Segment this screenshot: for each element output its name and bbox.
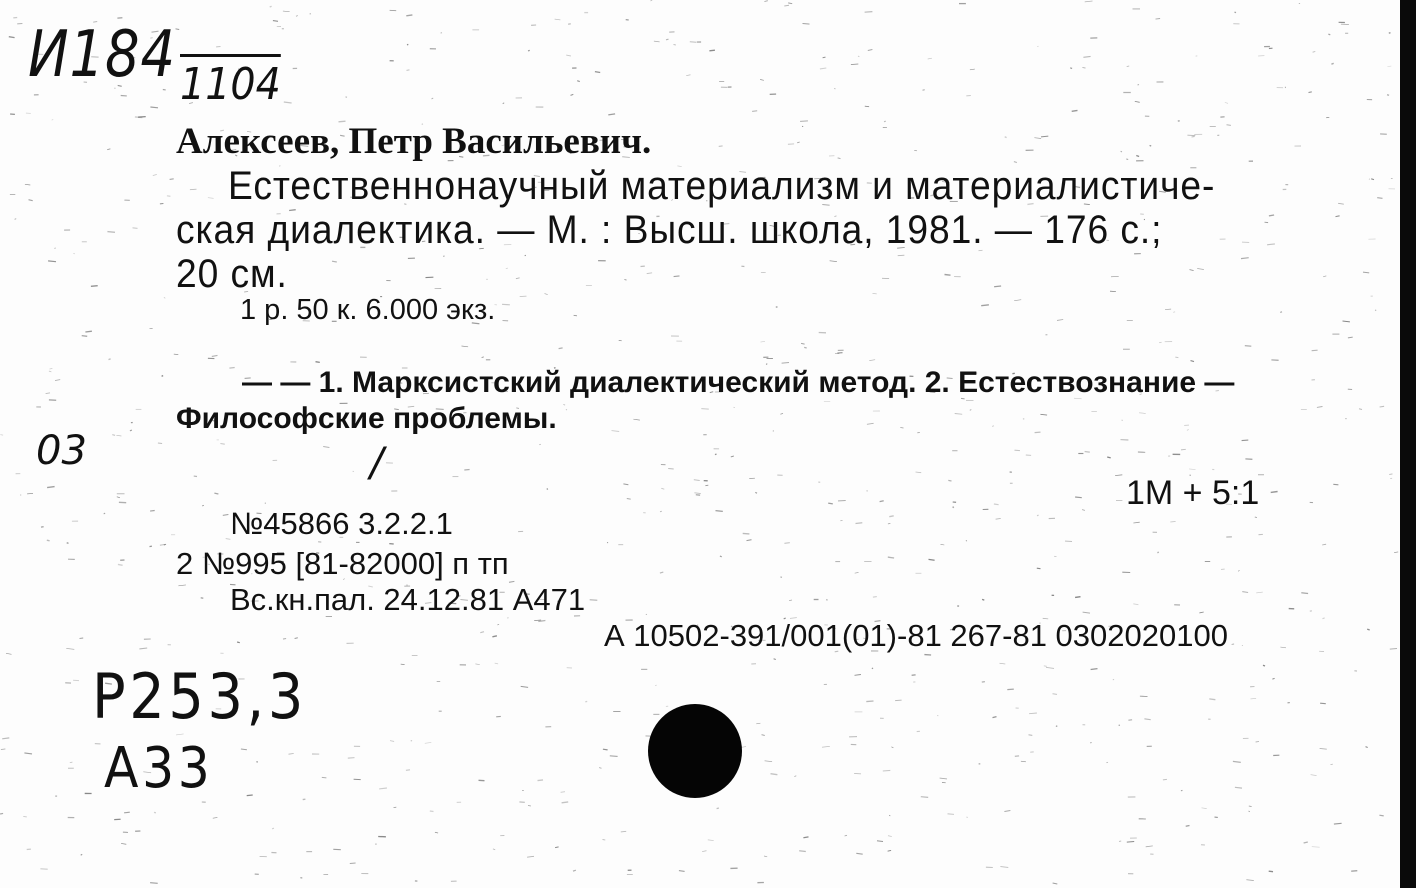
record-number-line-3: Вс.кн.пал. 24.12.81 А471	[230, 582, 586, 617]
record-number-line-4: А 10502-391/001(01)-81 267-81 0302020100	[604, 618, 1228, 653]
card-dark-edge	[1400, 0, 1416, 888]
title-line-1: Естественнонаучный материализм и материалистиче-	[228, 164, 1216, 208]
title-line-2: ская диалектика. — М. : Высш. школа, 1981. — 176 с.;	[176, 208, 1163, 252]
title-line-3: 20 см.	[176, 252, 288, 296]
subject-headings-line-1: — — 1. Марксистский диалектический метод. 2. Естествознание —	[242, 366, 1235, 399]
handwritten-mark-03: 03	[36, 428, 87, 474]
shelf-mark-handwritten: И184	[28, 18, 176, 92]
author-heading: Алексеев, Петр Васильевич.	[176, 121, 652, 162]
record-number-line-2: 2 №995 [81-82000] п тп	[176, 546, 509, 581]
handwritten-classification-2: A33	[104, 736, 214, 801]
price-and-print-run: 1 р. 50 к. 6.000 экз.	[240, 294, 496, 326]
subject-headings-line-2: Философские проблемы.	[176, 402, 557, 435]
card-punch-hole	[648, 704, 742, 798]
classification-code-right: 1М + 5:1	[1126, 474, 1260, 512]
handwritten-tick: /	[370, 440, 384, 486]
record-number-line-1: №45866 3.2.2.1	[230, 506, 453, 541]
shelf-mark-sub-handwritten: 1104	[180, 54, 281, 110]
handwritten-classification-1: P253,3	[92, 660, 308, 733]
